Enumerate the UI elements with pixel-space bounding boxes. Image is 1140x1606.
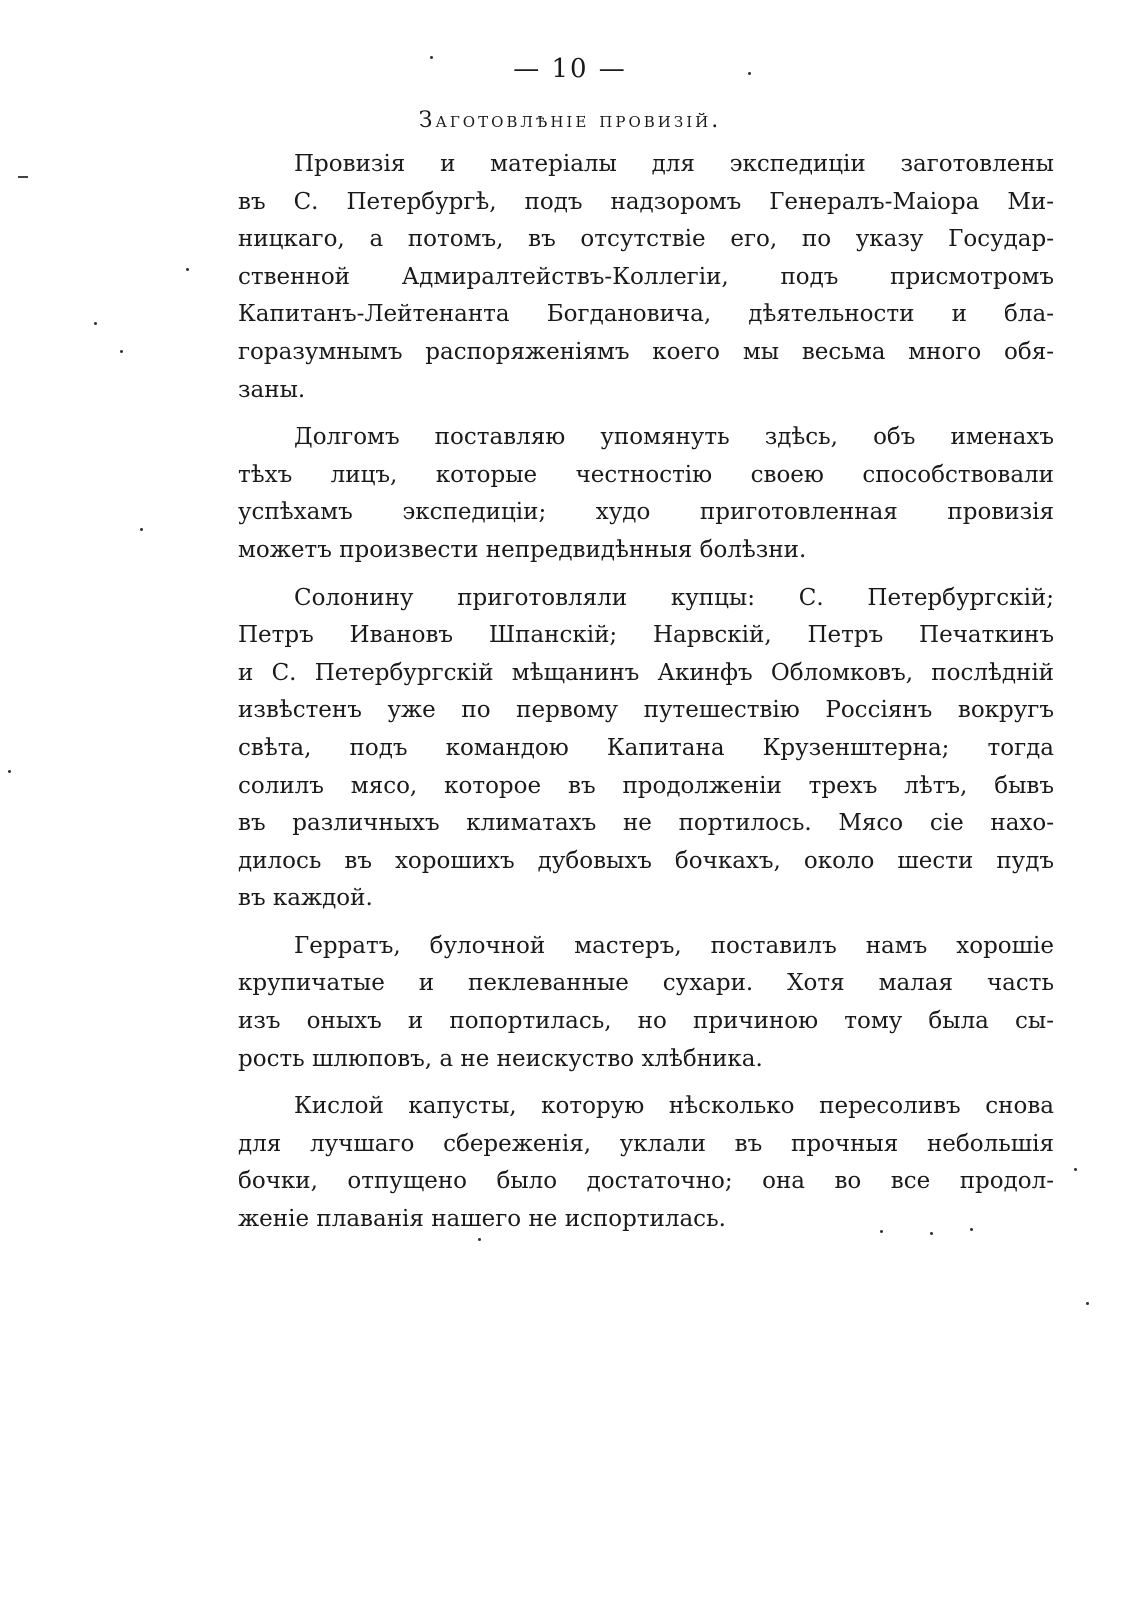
scan-speck [140,528,143,531]
text-line: Провизія и матеріалы для экспедиціи заготовлены [294,151,1054,177]
text-line: ственной Адмиралтействъ-Коллегіи, подъ присмотромъ [238,263,1054,290]
text-line: извѣстенъ уже по первому путешествію Россіянъ вокругъ [238,697,1054,724]
text-line: свѣта, подъ командою Капитана Крузенштерна; тогда [238,734,1054,761]
text-line: солилъ мясо, которое въ продолженіи трехъ лѣтъ, бывъ [238,772,1054,799]
text-line: горазумнымъ распоряженіямъ коего мы весьма много обя- [238,338,1054,365]
text-line: Петръ Ивановъ Шпанскій; Нарвскій, Петръ Печаткинъ [238,622,1054,649]
paragraph-2 [238,419,1054,569]
text-line: заны. [238,376,306,403]
scan-speck [880,1230,883,1233]
text-line: ницкаго, а потомъ, въ отсутствіе его, по указу Государ- [238,226,1054,253]
scan-speck [970,1228,973,1231]
text-line: въ различныхъ климатахъ не портилось. Мясо сіе нахо- [238,810,1054,837]
scan-speck [18,176,28,178]
text-line: Долгомъ поставляю упомянуть здѣсь, объ именахъ [294,424,1054,451]
scan-speck [94,322,97,325]
text-line: въ С. Петербургѣ, подъ надзоромъ Генералъ-Маіора Ми- [238,188,1054,215]
paragraph-1 [238,146,1054,409]
body-text [238,146,1054,1249]
text-line: успѣхамъ экспедиціи; худо приготовленная провизія [238,499,1054,526]
scan-speck [186,268,189,271]
scan-speck [1074,1168,1077,1171]
paragraph-4 [238,928,1054,1078]
text-line: бочки, отпущено было достаточно; она во все продол- [238,1168,1054,1195]
text-line: въ каждой. [238,885,373,912]
scan-speck [478,1238,481,1241]
text-line: для лучшаго сбереженія, уклали въ прочныя небольшія [238,1130,1054,1157]
text-line: рость шлюповъ, а не неискуство хлѣбника. [238,1045,763,1072]
text-line: женіе плаванія нашего не испортилась. [238,1206,726,1233]
text-line: Кислой капусты, которую нѣсколько пересоливъ снова [294,1093,1054,1120]
text-line: и С. Петербургскій мѣщанинъ Акинфъ Обломковъ, послѣдній [238,659,1054,686]
section-title: Заготовлѣніе провизій. [418,108,722,133]
text-line: изъ оныхъ и попортилась, но причиною тому была сы- [238,1008,1054,1035]
scan-speck [748,72,751,75]
scan-speck [1086,1302,1089,1305]
text-line: можетъ произвести непредвидѣнныя болѣзни. [238,536,807,563]
scan-speck [120,350,123,353]
paragraph-5 [238,1088,1054,1238]
text-line: тѣхъ лицъ, которые честностію своею способствовали [238,461,1054,488]
text-line: Солонину приготовляли купцы: С. Петербургскій; [294,584,1054,611]
scan-speck [430,56,433,59]
scan-speck [8,770,11,773]
paragraph-3 [238,580,1054,918]
text-line: Капитанъ-Лейтенанта Богдановича, дѣятельности и бла- [238,301,1054,328]
page-number: — 10 — [513,54,627,84]
text-line: Герратъ, булочной мастеръ, поставилъ намъ хорошіе [294,932,1054,959]
scan-speck [930,1232,933,1235]
text-line: дилось въ хорошихъ дубовыхъ бочкахъ, около шести пудъ [238,847,1054,874]
text-line: крупичатые и пеклеванные сухари. Хотя малая часть [238,970,1054,997]
